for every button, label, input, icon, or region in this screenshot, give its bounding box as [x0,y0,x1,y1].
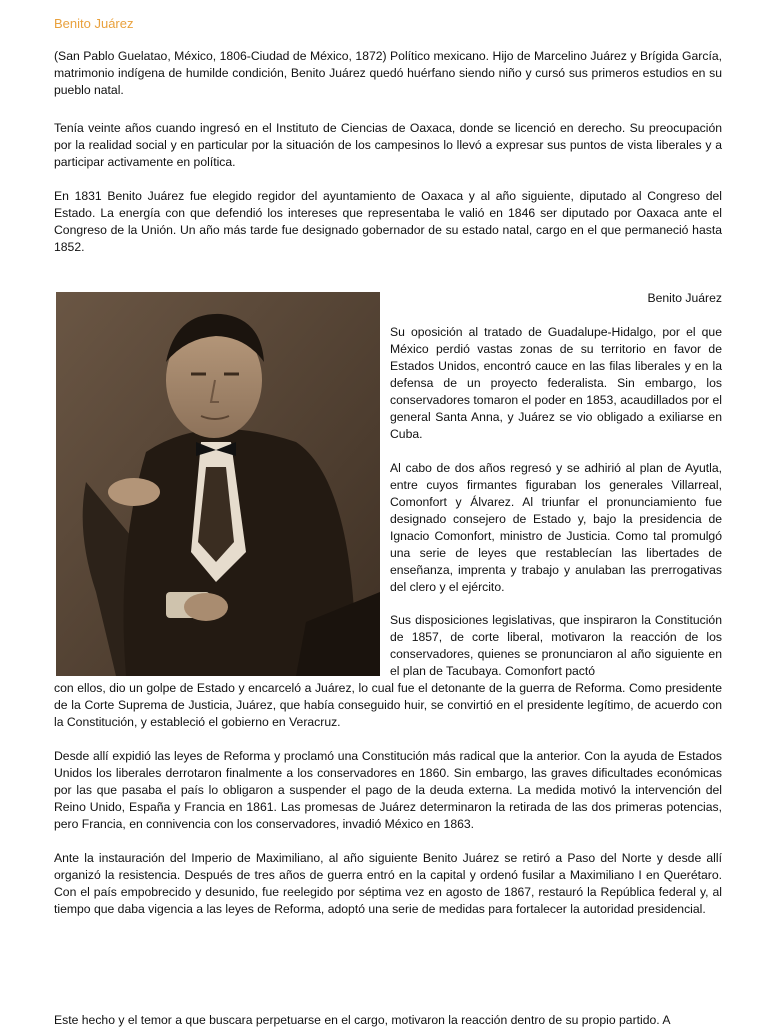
paragraph-3: En 1831 Benito Juárez fue elegido regidor del ayuntamiento de Oaxaca y al año siguiente, diputado al Congreso del Estado. La energía con que defendió los intereses que representaba le valió en 1846 ser diputado por Oaxaca ante el Congreso de la Unión. Un año más tarde fue designado gobernador de su estado natal, cargo en el que permaneció hasta 1852. [54,189,722,254]
paragraph-1: (San Pablo Guelatao, México, 1806-Ciudad de México, 1872) Político mexicano. Hijo de Marcelino Juárez y Brígida García, matrimonio indígena de humilde condición, Benito Juárez quedó huérfano siendo niño y cursó sus primeros estudios en su pueblo natal. [54,49,722,97]
paragraph-5: Al cabo de dos años regresó y se adhirió al plan de Ayutla, entre cuyos firmantes figuraban los generales Villarreal, Comonfort y Álvarez. Al triunfar el pronunciamiento fue designado consejero de Estado y, bajo la presidencia de Ignacio Comonfort, ministro de Justicia. Como tal promulgó una serie de leyes que restablecían las libertades de enseñanza, imprenta y trabajo y anulaban las prerrogativas del clero y el ejército. [390,461,722,594]
portrait-caption: Benito Juárez [647,291,722,305]
paragraph-9: Este hecho y el temor a que buscara perpetuarse en el cargo, motivaron la reacción dentro de su propio partido. A [54,1013,671,1027]
paragraph-2: Tenía veinte años cuando ingresó en el Instituto de Ciencias de Oaxaca, donde se licenció en derecho. Su preocupación por la realidad social y en particular por la situación de los campesinos lo llevó a expresar sus puntos de vista liberales y a participar activamente en política. [54,121,722,169]
portrait-engraving [56,292,380,676]
paragraph-6b: con ellos, dio un golpe de Estado y encarceló a Juárez, lo cual fue el detonante de la guerra de Reforma. Como presidente de la Corte Suprema de Justicia, Juárez, que había conseguido huir, se convirtió en el presidente legítimo, de acuerdo con la Constitución, y estableció el gobierno en Veracruz. [54,681,722,729]
paragraph-6a: Sus disposiciones legislativas, que inspiraron la Constitución de 1857, de corte liberal, motivaron la reacción de los conservadores, quienes se pronunciaron al año siguiente en el plan de Tacubaya. Comonfort pactó [390,613,722,678]
paragraph-4: Su oposición al tratado de Guadalupe-Hidalgo, por el que México perdió vastas zonas de su territorio en favor de Estados Unidos, encontró cauce en las filas liberales y en la defensa de un proyecto federalista. Sin embargo, los conservadores tomaron el poder en 1853, acaudillados por el general Santa Anna, y Juárez se vio obligado a exiliarse en Cuba. [390,325,722,441]
portrait-image [56,292,380,676]
paragraph-7: Desde allí expidió las leyes de Reforma y proclamó una Constitución más radical que la anterior. Con la ayuda de Estados Unidos los liberales derrotaron finalmente a los conservadores en 1860. Sin embargo, las graves dificultades económicas por las que pasaba el país lo obligaron a suspender el pago de la deuda externa. La medida motivó la intervención del Reino Unido, España y Francia en 1861. Las promesas de Juárez determinaron la retirada de las dos primeras potencias, pero Francia, en connivencia con los conservadores, invadió México en 1863. [54,749,722,831]
document-title: Benito Juárez [54,16,134,31]
paragraph-8: Ante la instauración del Imperio de Maximiliano, al año siguiente Benito Juárez se retiró a Paso del Norte y desde allí organizó la resistencia. Después de tres años de guerra entró en la capital y ordenó fusilar a Maximiliano I en Querétaro. Con el país empobrecido y desunido, fue reelegido por séptima vez en agosto de 1867, restauró la República federal y, al tiempo que daba vigencia a las leyes de Reforma, adoptó una serie de medidas para fortalecer la autoridad presidencial. [54,851,722,916]
